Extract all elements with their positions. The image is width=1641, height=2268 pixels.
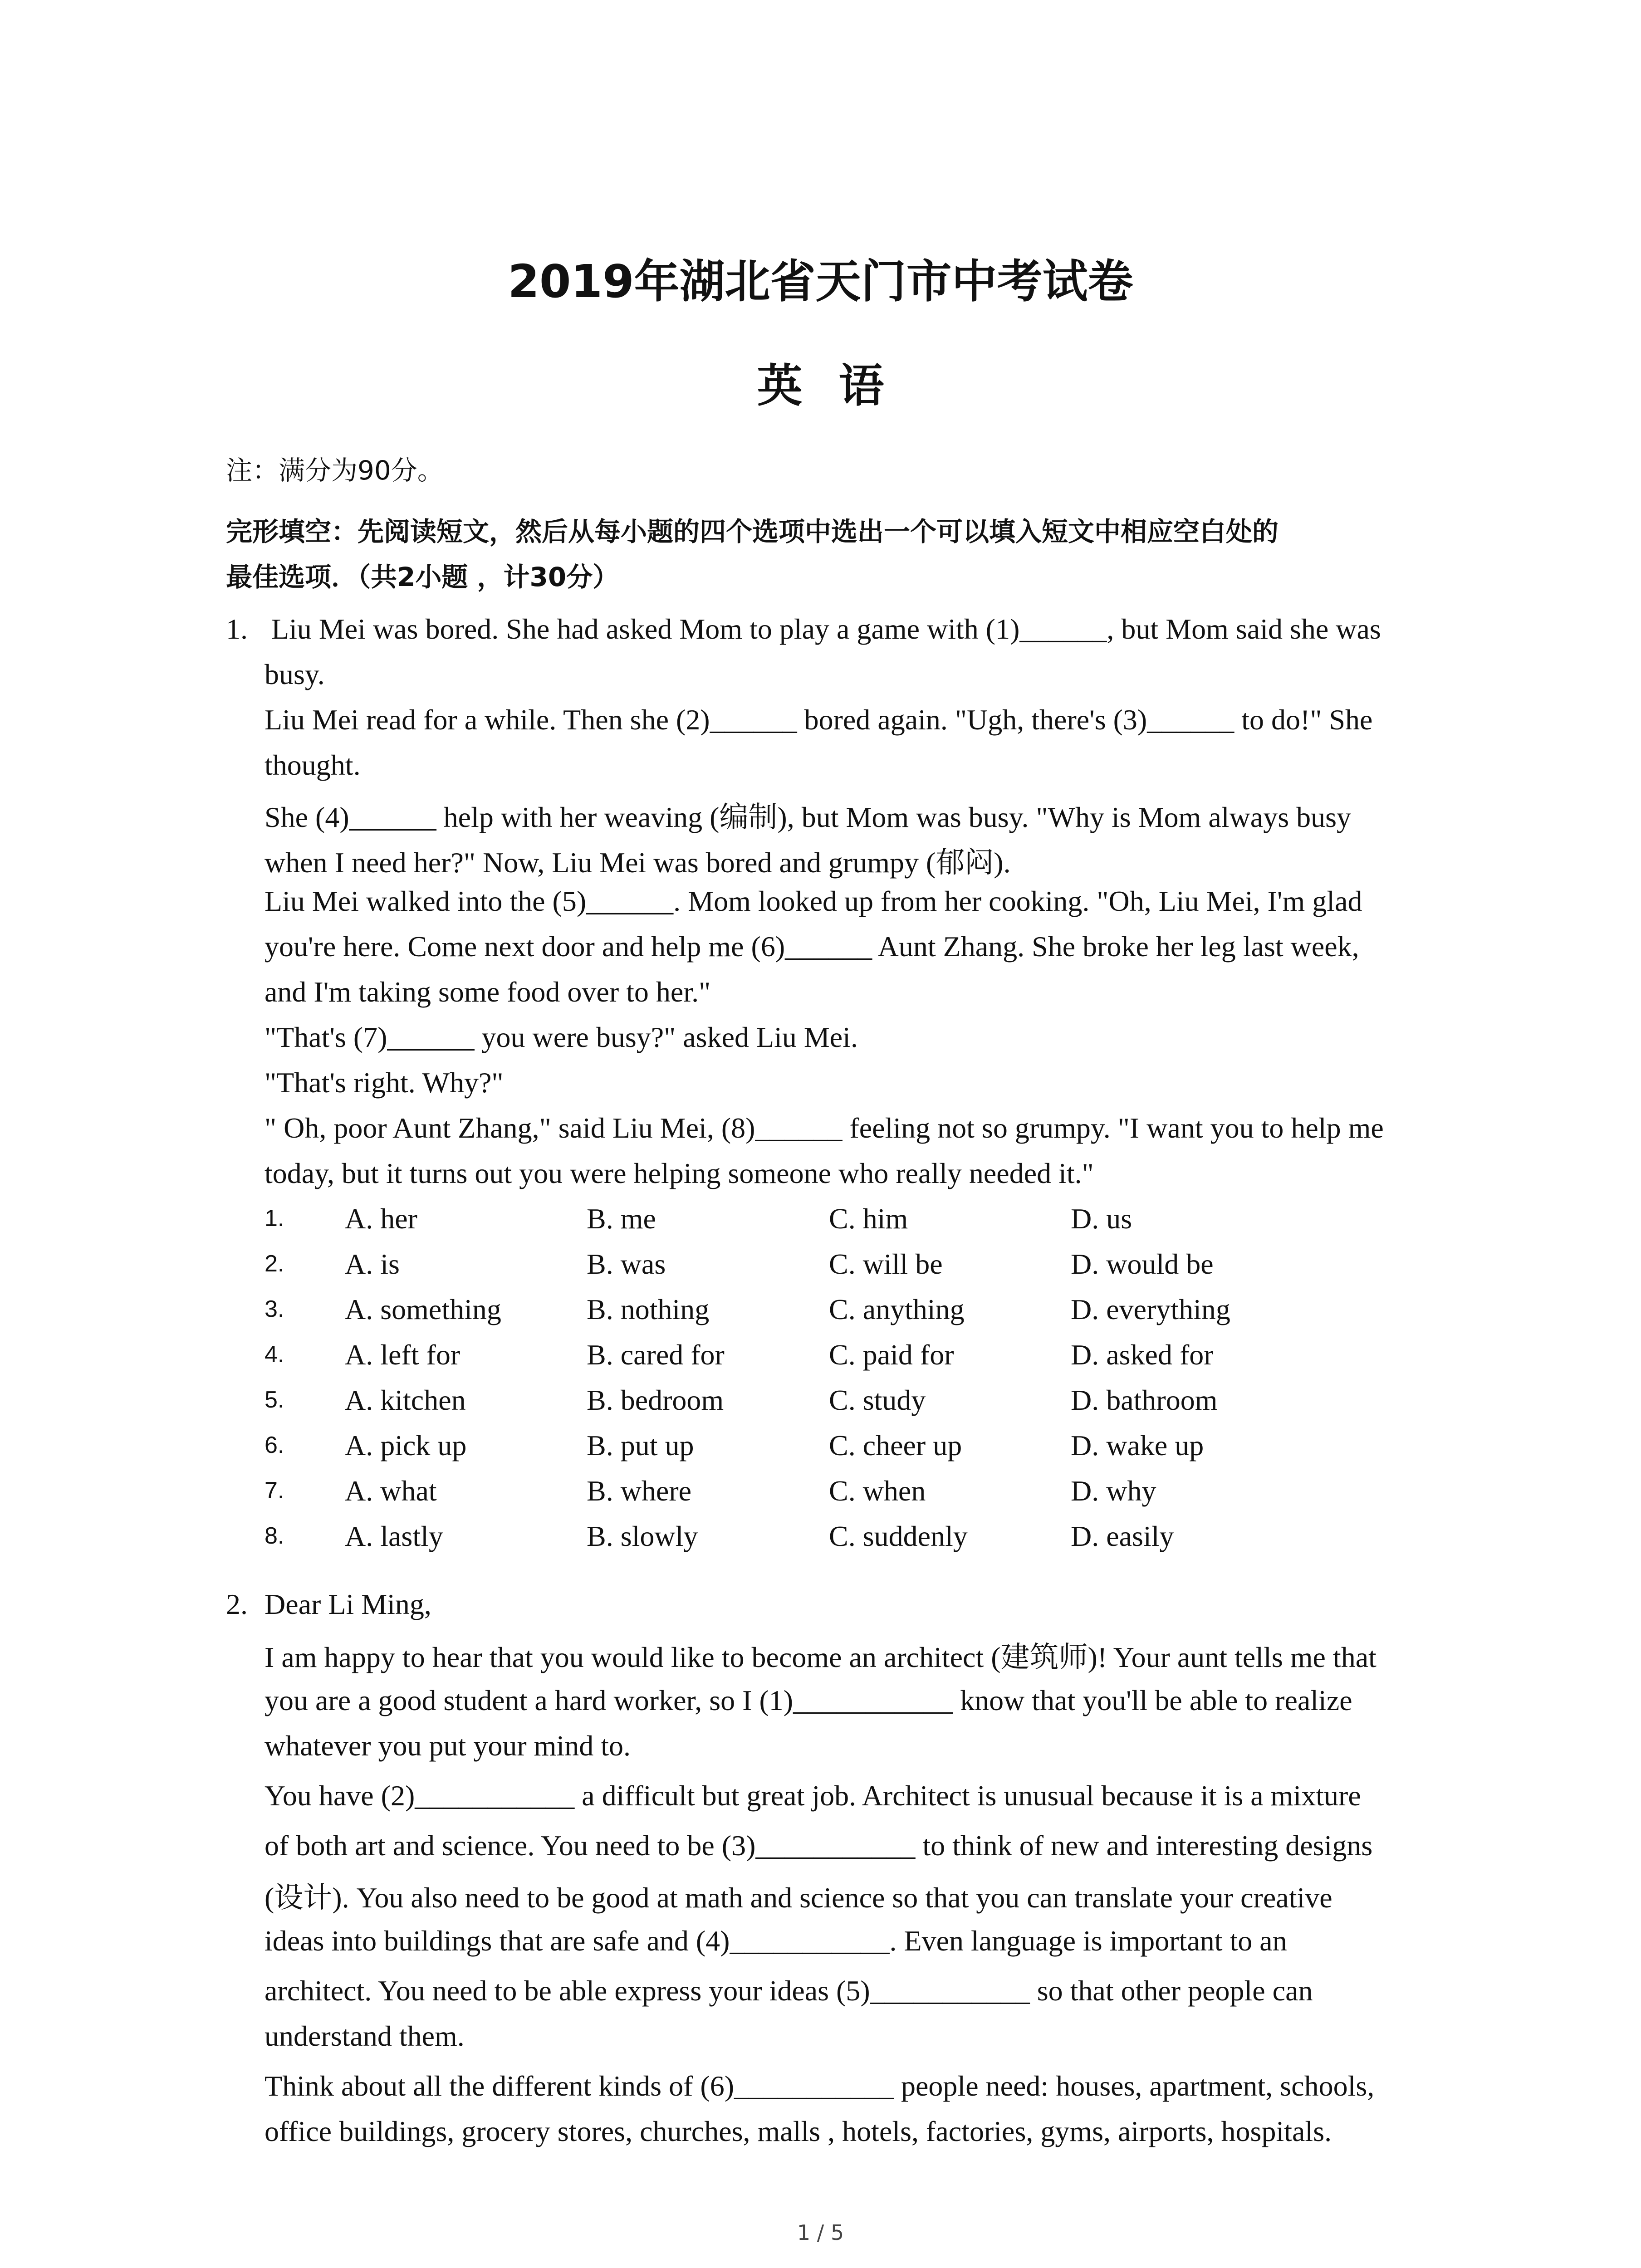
- option-a[interactable]: A. lastly: [345, 1520, 443, 1552]
- passage-line: whatever you put your mind to.: [265, 1730, 631, 1762]
- section-instructions-line-2: 最佳选项．（共2小题 ，计30分）: [226, 562, 619, 592]
- option-d[interactable]: D. bathroom: [1071, 1384, 1218, 1416]
- page-indicator: 1 / 5: [797, 2220, 844, 2245]
- passage-line: today, but it turns out you were helping someone who really needed it.": [265, 1157, 1094, 1189]
- passage-line: and I'm taking some food over to her.": [265, 976, 711, 1008]
- option-b[interactable]: B. slowly: [587, 1520, 698, 1552]
- option-c[interactable]: C. will be: [829, 1248, 943, 1280]
- option-b[interactable]: B. was: [587, 1248, 666, 1280]
- option-b[interactable]: B. nothing: [587, 1293, 710, 1325]
- option-a[interactable]: A. is: [345, 1248, 400, 1280]
- option-a[interactable]: A. something: [345, 1293, 501, 1325]
- passage-line: ideas into buildings that are safe and (4)___________. Even language is important to an: [265, 1925, 1287, 1957]
- passage-line: You have (2)___________ a difficult but great job. Architect is unusual because it is a mixture: [265, 1779, 1361, 1812]
- passage-line: (设计). You also need to be good at math and science so that you can translate your creative: [265, 1882, 1332, 1914]
- option-c[interactable]: C. when: [829, 1475, 926, 1507]
- option-d[interactable]: D. why: [1071, 1475, 1156, 1507]
- option-d[interactable]: D. easily: [1071, 1520, 1174, 1552]
- exam-title: 2019年湖北省天门市中考试卷: [508, 255, 1133, 308]
- option-c[interactable]: C. him: [829, 1202, 908, 1235]
- option-row-number: 2.: [265, 1251, 284, 1277]
- passage-line: Dear Li Ming,: [265, 1588, 431, 1620]
- option-d[interactable]: D. us: [1071, 1202, 1132, 1235]
- option-row-number: 5.: [265, 1387, 284, 1413]
- passage-line: Think about all the different kinds of (6)___________ people need: houses, apartment, schools,: [265, 2070, 1375, 2102]
- subject-title: 英语: [757, 359, 921, 412]
- question-number-2: 2.: [226, 1588, 248, 1620]
- option-row: [0, 1520, 1641, 1560]
- option-row: [0, 1383, 1641, 1424]
- passage-line: when I need her?" Now, Liu Mei was bored and grumpy (郁闷).: [265, 846, 1011, 879]
- passage-line: office buildings, grocery stores, churches, malls , hotels, factories, gyms, airports, hospitals.: [265, 2115, 1332, 2147]
- passage-line: you are a good student a hard worker, so I (1)___________ know that you'll be able to realize: [265, 1684, 1352, 1716]
- option-row: [0, 1293, 1641, 1334]
- option-b[interactable]: B. bedroom: [587, 1384, 724, 1416]
- passage-line: Liu Mei read for a while. Then she (2)______ bored again. "Ugh, there's (3)______ to do!" She: [265, 704, 1373, 736]
- option-b[interactable]: B. put up: [587, 1429, 694, 1461]
- option-c[interactable]: C. cheer up: [829, 1429, 962, 1461]
- option-a[interactable]: A. what: [345, 1475, 437, 1507]
- option-d[interactable]: D. asked for: [1071, 1339, 1214, 1371]
- option-d[interactable]: D. would be: [1071, 1248, 1214, 1280]
- option-row: [0, 1474, 1641, 1515]
- passage-line: thought.: [265, 749, 361, 781]
- option-row-number: 7.: [265, 1477, 284, 1504]
- passage-line: you're here. Come next door and help me (6)______ Aunt Zhang. She broke her leg last week,: [265, 930, 1359, 963]
- option-b[interactable]: B. cared for: [587, 1339, 725, 1371]
- option-a[interactable]: A. kitchen: [345, 1384, 466, 1416]
- passage-line: of both art and science. You need to be (3)___________ to think of new and interesting designs: [265, 1829, 1373, 1862]
- score-note: 注：满分为90分。: [226, 455, 444, 486]
- passage-line: " Oh, poor Aunt Zhang," said Liu Mei, (8)______ feeling not so grumpy. "I want you to help me: [265, 1112, 1384, 1144]
- option-b[interactable]: B. me: [587, 1202, 656, 1235]
- passage-line: "That's (7)______ you were busy?" asked Liu Mei.: [265, 1021, 858, 1053]
- option-row-number: 4.: [265, 1341, 284, 1368]
- option-row-number: 3.: [265, 1296, 284, 1322]
- option-a[interactable]: A. her: [345, 1202, 417, 1235]
- option-row: [0, 1247, 1641, 1288]
- passage-line: "That's right. Why?": [265, 1066, 504, 1099]
- option-row: [0, 1202, 1641, 1243]
- option-row-number: 6.: [265, 1432, 284, 1458]
- passage-line: I am happy to hear that you would like to become an architect (建筑师)! Your aunt tells me that: [265, 1641, 1376, 1673]
- option-a[interactable]: A. pick up: [345, 1429, 467, 1461]
- passage-line: Liu Mei was bored. She had asked Mom to play a game with (1)______, but Mom said she was: [271, 613, 1381, 645]
- passage-line: understand them.: [265, 2020, 465, 2052]
- option-row-number: 1.: [265, 1205, 284, 1232]
- passage-line: architect. You need to be able express your ideas (5)___________ so that other people can: [265, 1975, 1313, 2007]
- section-instructions-line-1: 完形填空：先阅读短文，然后从每小题的四个选项中选出一个可以填入短文中相应空白处的: [226, 516, 1279, 547]
- option-c[interactable]: C. paid for: [829, 1339, 954, 1371]
- passage-line: busy.: [265, 658, 325, 690]
- option-d[interactable]: D. everything: [1071, 1293, 1230, 1325]
- passage-line: She (4)______ help with her weaving (编制), but Mom was busy. "Why is Mom always busy: [265, 801, 1352, 833]
- option-row-number: 8.: [265, 1523, 284, 1549]
- option-d[interactable]: D. wake up: [1071, 1429, 1204, 1461]
- option-a[interactable]: A. left for: [345, 1339, 460, 1371]
- question-number-1: 1.: [226, 613, 248, 645]
- option-c[interactable]: C. suddenly: [829, 1520, 968, 1552]
- passage-line: Liu Mei walked into the (5)______. Mom looked up from her cooking. "Oh, Liu Mei, I'm glad: [265, 885, 1362, 917]
- option-b[interactable]: B. where: [587, 1475, 692, 1507]
- option-row: [0, 1338, 1641, 1379]
- option-c[interactable]: C. study: [829, 1384, 926, 1416]
- option-c[interactable]: C. anything: [829, 1293, 965, 1325]
- option-row: [0, 1429, 1641, 1470]
